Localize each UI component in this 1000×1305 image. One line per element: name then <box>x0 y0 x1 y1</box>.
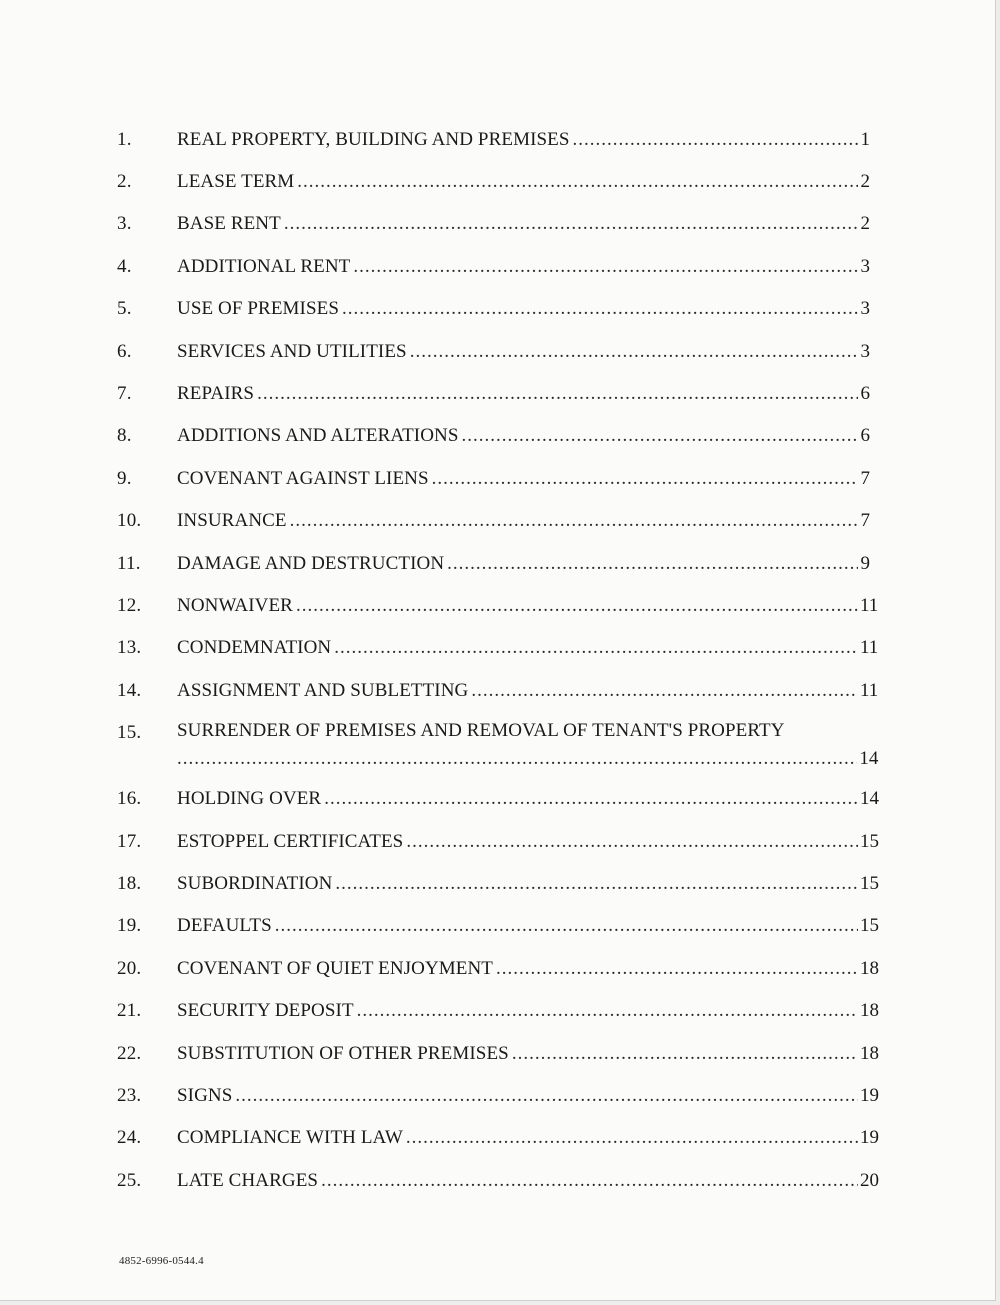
toc-entry-number: 1. <box>117 128 132 150</box>
toc-entry-number: 24. <box>117 1127 142 1149</box>
toc-entry-title: LEASE TERM <box>177 171 295 193</box>
toc-entry-title: REAL PROPERTY, BUILDING AND PREMISES <box>177 128 570 150</box>
toc-entry-page: 19 <box>860 1127 879 1149</box>
toc-entry-page: 14 <box>859 748 879 770</box>
toc-entry-14 <box>117 669 879 711</box>
toc-entry-title: ESTOPPEL CERTIFICATES <box>177 830 404 852</box>
toc-entry-page: 15 <box>860 915 879 937</box>
dot-leader <box>353 257 858 276</box>
dot-leader <box>297 172 858 191</box>
toc-entry-15 <box>117 711 879 777</box>
toc-entry-25 <box>117 1159 879 1201</box>
toc-entry-page: 3 <box>860 298 870 320</box>
toc-entry-number: 9. <box>117 467 132 489</box>
document-id: 4852-6996-0544.4 <box>119 1255 204 1267</box>
table-of-contents <box>117 118 879 1201</box>
dot-leader <box>335 874 858 893</box>
toc-entry-page: 6 <box>860 425 870 447</box>
toc-entry-page: 14 <box>860 788 879 810</box>
dot-leader <box>324 789 858 808</box>
toc-entry-page: 18 <box>860 1000 879 1022</box>
toc-entry-title: SIGNS <box>177 1084 233 1106</box>
toc-entry-8 <box>117 415 870 457</box>
toc-entry-19 <box>117 905 879 947</box>
toc-entry-number: 3. <box>117 213 132 235</box>
dot-leader <box>471 681 858 700</box>
dot-leader <box>257 384 858 403</box>
toc-entry-page: 11 <box>860 637 879 659</box>
dot-leader <box>573 130 858 149</box>
toc-entry-page: 3 <box>860 340 870 362</box>
toc-entry-title: ADDITIONS AND ALTERATIONS <box>177 425 459 447</box>
dot-leader <box>512 1044 858 1063</box>
toc-entry-page: 19 <box>860 1084 879 1106</box>
toc-entry-title: SURRENDER OF PREMISES AND REMOVAL OF TENANT'S PROPERTY <box>177 720 785 742</box>
toc-entry-number: 21. <box>117 1000 142 1022</box>
toc-entry-title: INSURANCE <box>177 510 287 532</box>
toc-entry-title: SUBSTITUTION OF OTHER PREMISES <box>177 1042 509 1064</box>
dot-leader <box>447 554 858 573</box>
toc-entry-24 <box>117 1117 879 1159</box>
toc-entry-page: 6 <box>860 383 870 405</box>
toc-entry-title: CONDEMNATION <box>177 637 332 659</box>
toc-entry-page: 11 <box>860 594 879 616</box>
toc-entry-title: DEFAULTS <box>177 915 272 937</box>
dot-leader <box>284 214 858 233</box>
dot-leader <box>432 469 858 488</box>
toc-entry-3 <box>117 203 870 245</box>
toc-entry-number: 22. <box>117 1042 142 1064</box>
toc-entry-title: REPAIRS <box>177 383 255 405</box>
toc-entry-12 <box>117 584 879 626</box>
toc-entry-page: 15 <box>860 872 879 894</box>
toc-entry-number: 18. <box>117 872 142 894</box>
toc-entry-title: ASSIGNMENT AND SUBLETTING <box>177 679 469 701</box>
toc-entry-title: SERVICES AND UTILITIES <box>177 340 407 362</box>
toc-entry-number: 2. <box>117 171 132 193</box>
dot-leader <box>334 638 858 657</box>
dot-leader <box>296 596 858 615</box>
toc-entry-number: 12. <box>117 594 142 616</box>
toc-entry-9 <box>117 457 870 499</box>
toc-entry-page: 3 <box>860 255 870 277</box>
toc-entry-20 <box>117 947 879 989</box>
toc-entry-number: 23. <box>117 1084 142 1106</box>
toc-entry-title: NONWAIVER <box>177 594 293 616</box>
toc-entry-page: 7 <box>860 467 870 489</box>
toc-entry-page: 2 <box>860 171 870 193</box>
toc-entry-page: 9 <box>860 552 870 574</box>
toc-entry-13 <box>117 627 879 669</box>
toc-entry-title: DAMAGE AND DESTRUCTION <box>177 552 445 574</box>
toc-entry-17 <box>117 820 879 862</box>
toc-entry-title: HOLDING OVER <box>177 788 322 810</box>
dot-leader <box>290 511 858 530</box>
toc-entry-page: 7 <box>860 510 870 532</box>
toc-entry-number: 5. <box>117 298 132 320</box>
dot-leader <box>177 749 857 768</box>
toc-entry-number: 19. <box>117 915 142 937</box>
toc-entry-6 <box>117 330 870 372</box>
dot-leader <box>496 959 858 978</box>
toc-entry-title: BASE RENT <box>177 213 281 235</box>
dot-leader <box>321 1171 858 1190</box>
toc-entry-1 <box>117 118 870 160</box>
toc-entry-7 <box>117 372 870 414</box>
toc-entry-number: 11. <box>117 552 141 574</box>
toc-entry-title: SECURITY DEPOSIT <box>177 1000 354 1022</box>
toc-entry-number: 7. <box>117 383 132 405</box>
toc-entry-10 <box>117 500 870 542</box>
toc-entry-page: 15 <box>860 830 879 852</box>
toc-entry-page: 2 <box>860 213 870 235</box>
toc-entry-number: 6. <box>117 340 132 362</box>
toc-entry-number: 16. <box>117 788 142 810</box>
dot-leader <box>410 342 858 361</box>
toc-entry-2 <box>117 160 870 202</box>
dot-leader <box>235 1086 858 1105</box>
dot-leader <box>357 1001 858 1020</box>
dot-leader <box>342 299 858 318</box>
toc-entry-18 <box>117 862 879 904</box>
toc-entry-title: COMPLIANCE WITH LAW <box>177 1127 403 1149</box>
toc-entry-number: 17. <box>117 830 142 852</box>
toc-entry-title: USE OF PREMISES <box>177 298 339 320</box>
toc-entry-page: 20 <box>860 1169 879 1191</box>
toc-entry-title: COVENANT AGAINST LIENS <box>177 467 429 489</box>
toc-entry-title: SUBORDINATION <box>177 872 333 894</box>
toc-entry-title: COVENANT OF QUIET ENJOYMENT <box>177 957 494 979</box>
toc-entry-title: LATE CHARGES <box>177 1169 319 1191</box>
toc-entry-page: 18 <box>860 957 879 979</box>
toc-entry-page: 1 <box>860 128 870 150</box>
toc-entry-22 <box>117 1032 879 1074</box>
toc-entry-16 <box>117 777 879 819</box>
toc-entry-title: ADDITIONAL RENT <box>177 255 351 277</box>
toc-entry-11 <box>117 542 870 584</box>
toc-entry-page: 11 <box>860 679 879 701</box>
dot-leader <box>462 426 858 445</box>
toc-entry-number: 15. <box>117 722 142 744</box>
toc-entry-number: 8. <box>117 425 132 447</box>
dot-leader <box>406 1128 858 1147</box>
toc-entry-page: 18 <box>860 1042 879 1064</box>
toc-entry-number: 25. <box>117 1169 142 1191</box>
toc-entry-number: 10. <box>117 510 142 532</box>
toc-entry-number: 14. <box>117 679 142 701</box>
toc-entry-23 <box>117 1074 879 1116</box>
toc-entry-21 <box>117 989 879 1031</box>
toc-entry-5 <box>117 288 870 330</box>
dot-leader <box>406 832 858 851</box>
toc-entry-4 <box>117 245 870 287</box>
dot-leader <box>275 916 858 935</box>
toc-entry-number: 20. <box>117 957 142 979</box>
toc-entry-number: 4. <box>117 255 132 277</box>
toc-entry-number: 13. <box>117 637 142 659</box>
